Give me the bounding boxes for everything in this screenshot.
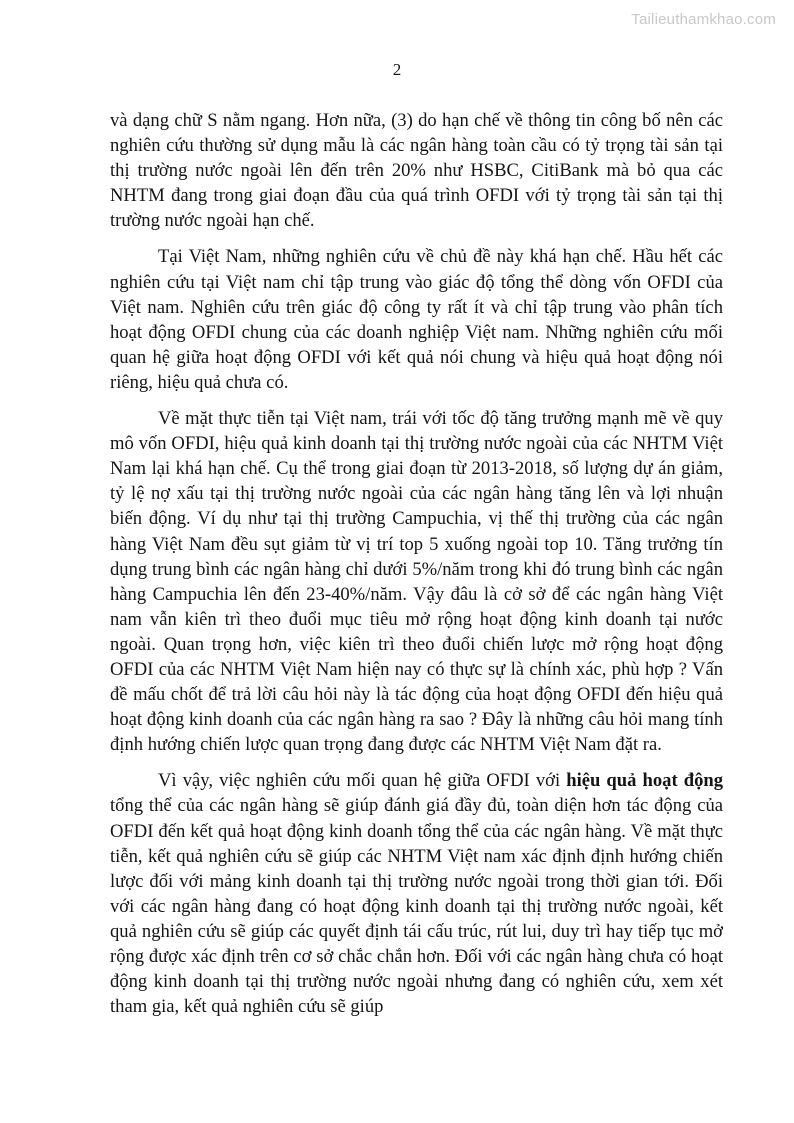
page-number: 2 (392, 60, 402, 79)
paragraph-4-tail: tổng thể của các ngân hàng sẽ giúp đánh giá đầy đủ, toàn diện hơn tác động của OFDI đến kết quả hoạt động kinh doanh tổng thể của các ngân hàng. Về mặt thực tiễn, kết quả nghiên cứu sẽ giúp các NHTM Việt nam xác định định hướng chiến lược đối với mảng kinh doanh tại thị trường nước ngoài trong thời gian tới. Đối với các ngân hàng đang có hoạt động kinh doanh tại thị trường nước ngoài, kết quả nghiên cứu sẽ giúp các quyết định tái cấu trúc, rút lui, duy trì hay tiếp tục mở rộng được xác định trên cơ sở chắc chắn hơn. Đối với các ngân hàng chưa có hoạt động kinh doanh tại thị trường nước ngoài nhưng đang có nghiên cứu, xem xét tham gia, kết quả nghiên cứu sẽ giúp (110, 795, 723, 1018)
paragraph-4-lead: Vì vậy, việc nghiên cứu mối quan hệ giữa OFDI với (158, 770, 567, 792)
body-paragraph-4 (110, 768, 723, 1019)
body-paragraph-3: Về mặt thực tiễn tại Việt nam, trái với tốc độ tăng trưởng mạnh mẽ về quy mô vốn OFDI, hiệu quả kinh doanh tại thị trường nước ngoài của các NHTM Việt Nam lại khá hạn chế. Cụ thể trong giai đoạn từ 2013-2018, số lượng dự án giảm, tỷ lệ nợ xấu tại thị trường nước ngoài của các ngân hàng tăng lên và lợi nhuận biến động. Ví dụ như tại thị trường Campuchia, vị thế thị trường của các ngân hàng Việt Nam đều sụt giảm từ vị trí top 5 xuống ngoài top 10. Tăng trưởng tín dụng trung bình các ngân hàng chỉ dưới 5%/năm trong khi đó trung bình các ngân hàng Campuchia lên đến 23-40%/năm. Vậy đâu là cở sở để các ngân hàng Việt nam vẫn kiên trì theo đuổi mục tiêu mở rộng hoạt động kinh doanh tại nước ngoài. Quan trọng hơn, việc kiên trì theo đuổi chiến lược mở rộng hoạt động OFDI của các NHTM Việt Nam hiện nay có thực sự là chính xác, phù hợp ? Vấn đề mấu chốt để trả lời câu hỏi này là tác động của hoạt động OFDI đến hiệu quả hoạt động kinh doanh của các ngân hàng ra sao ? Đây là những câu hỏi mang tính định hướng chiến lược quan trọng đang được các NHTM Việt Nam đặt ra. (110, 408, 723, 756)
document-body (110, 108, 723, 1019)
emphasis-hieu-qua-hoat-dong: hiệu quả hoạt động (566, 770, 724, 792)
body-paragraph-1: và dạng chữ S nằm ngang. Hơn nữa, (3) do hạn chế về thông tin công bố nên các nghiên cứu thường sử dụng mẫu là các ngân hàng toàn cầu có tỷ trọng tài sản tại thị trường nước ngoài lên đến trên 20% như HSBC, CitiBank mà bỏ qua các NHTM đang trong giai đoạn đầu của quá trình OFDI với tỷ trọng tài sản tại thị trường nước ngoài hạn chế. (110, 110, 723, 232)
watermark-text: Tailieuthamkhao.com (631, 11, 776, 28)
body-paragraph-2: Tại Việt Nam, những nghiên cứu về chủ đề này khá hạn chế. Hầu hết các nghiên cứu tại Việt nam chỉ tập trung vào giác độ tổng thể dòng vốn OFDI của Việt nam. Nghiên cứu trên giác độ công ty rất ít và chỉ tập trung vào phân tích hoạt động OFDI chung của các doanh nghiệp Việt nam. Những nghiên cứu mối quan hệ giữa hoạt động OFDI với kết quả nói chung và hiệu quả hoạt động nói riêng, hiệu quả chưa có. (110, 246, 723, 393)
